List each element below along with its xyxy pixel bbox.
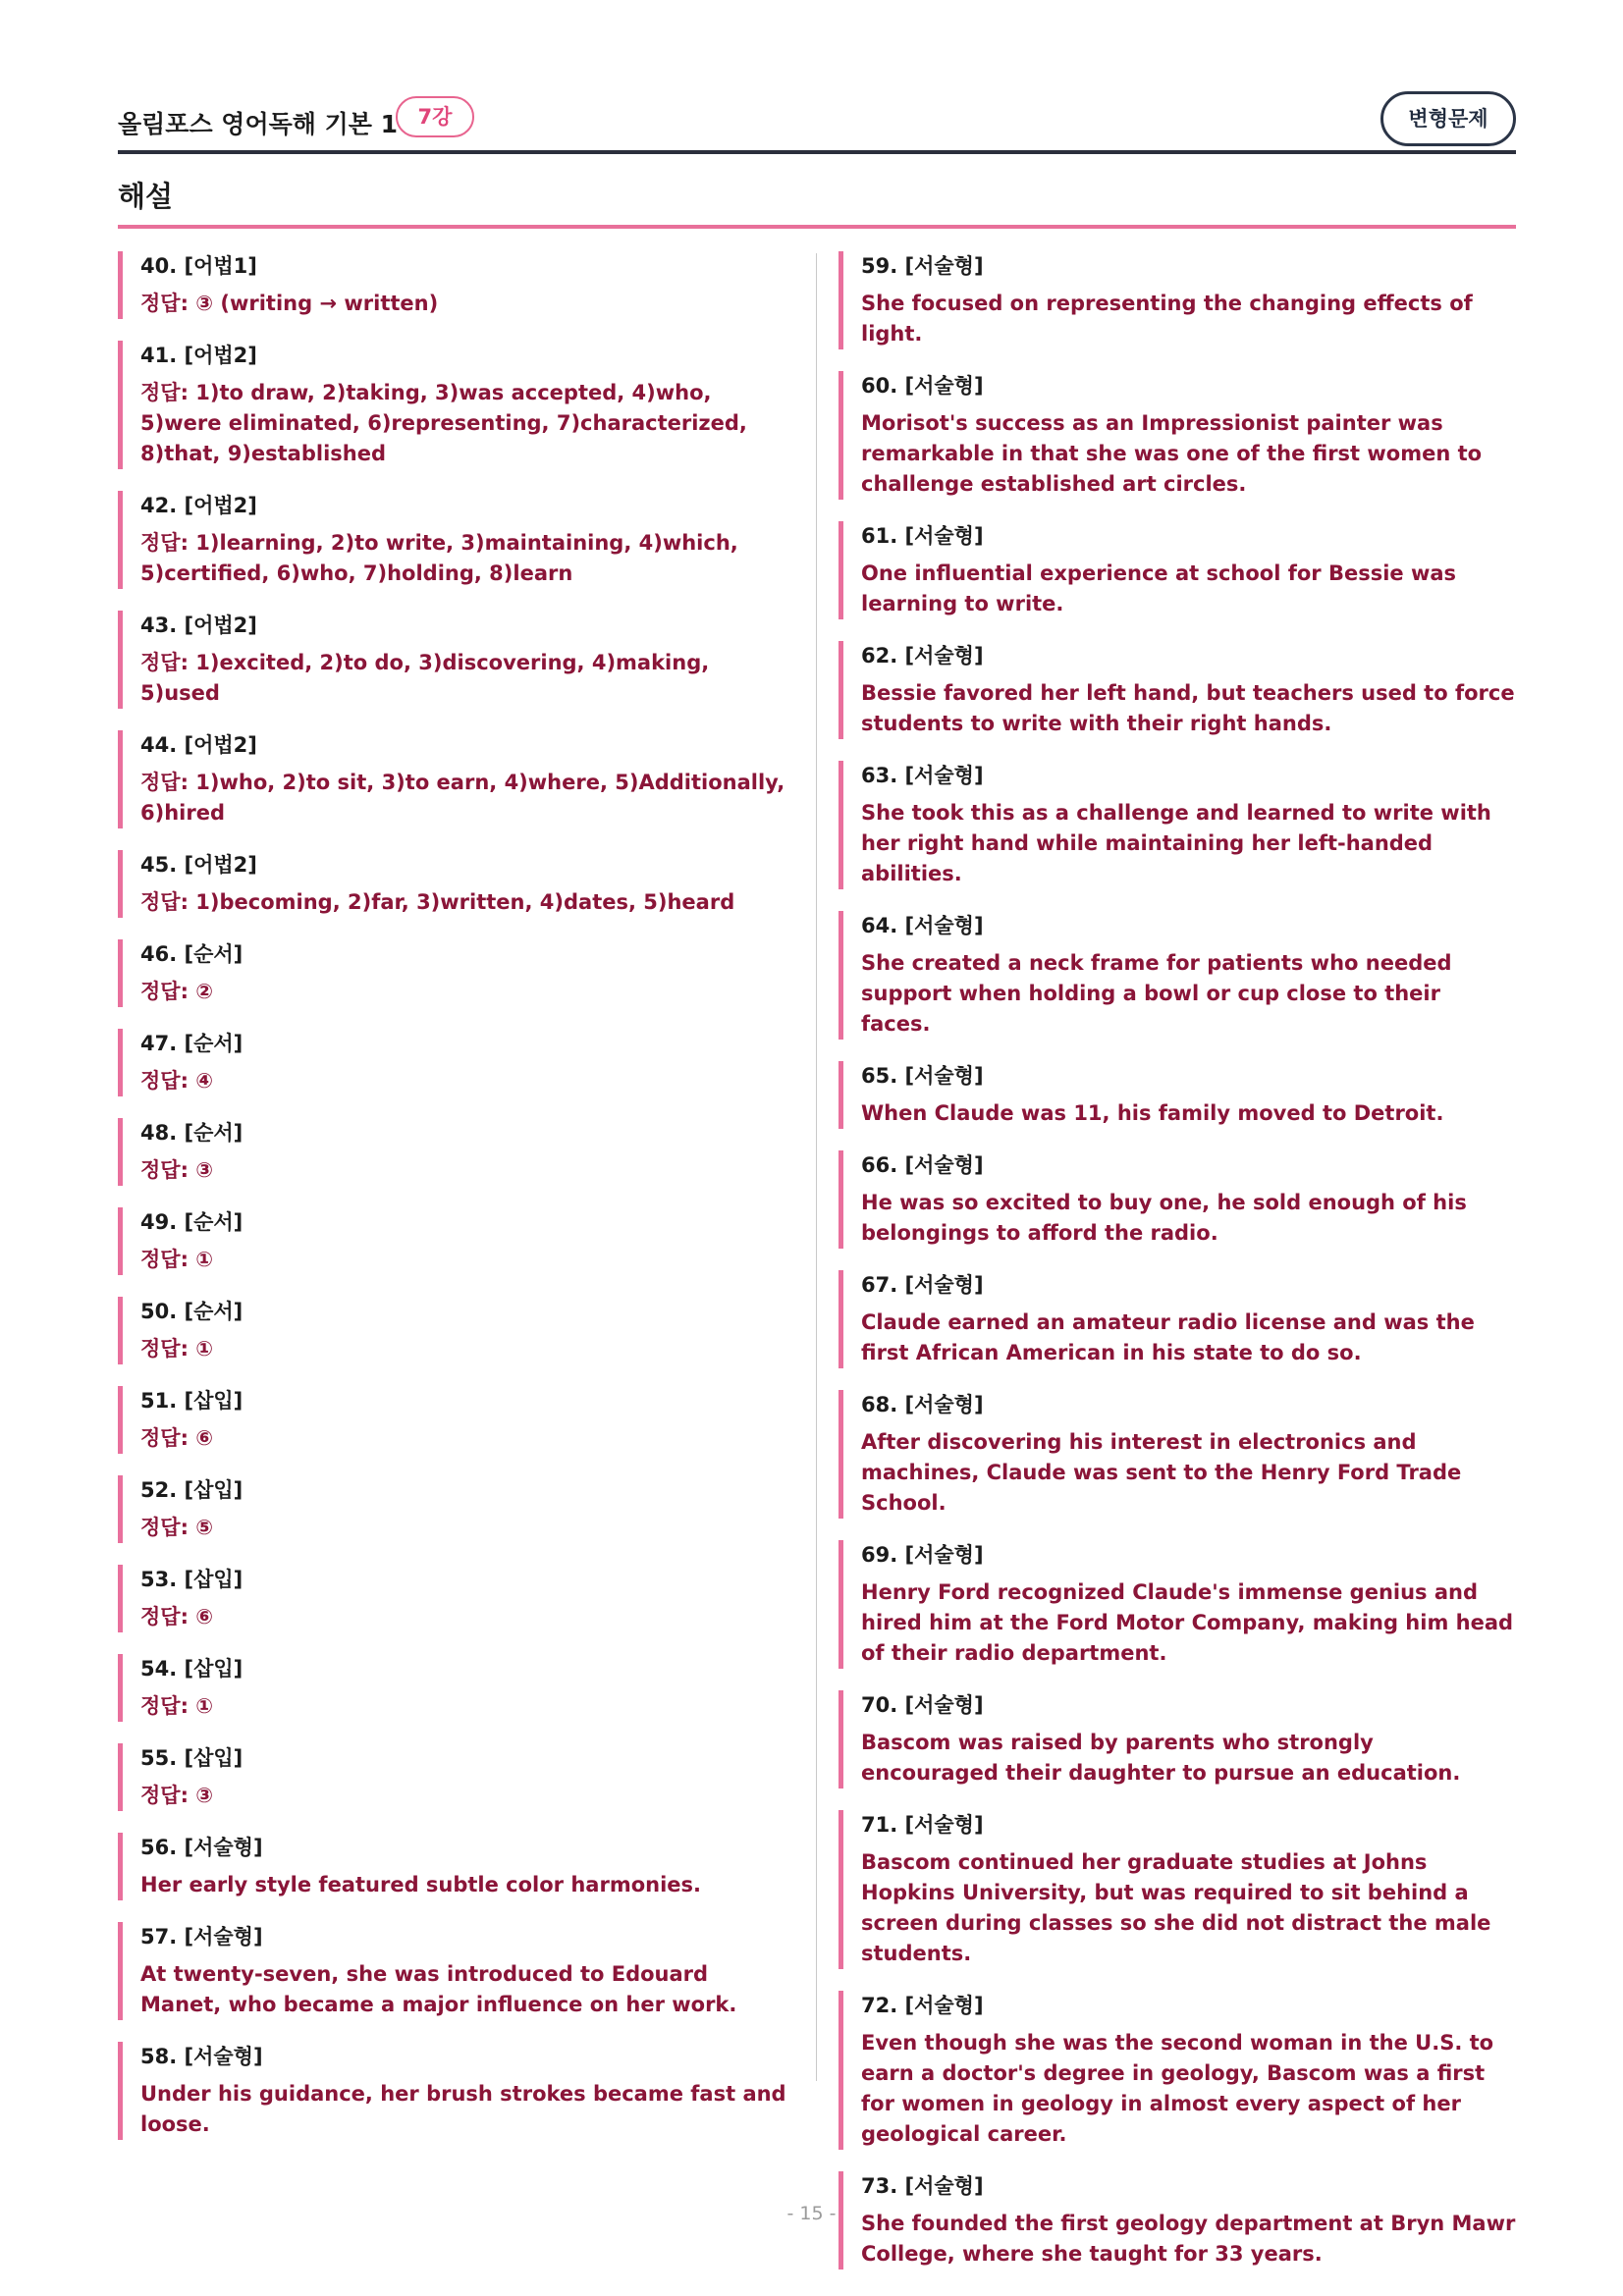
question-label: 42. [어법2] [140, 494, 257, 517]
question-label: 50. [순서] [140, 1300, 243, 1323]
question-label: 49. [순서] [140, 1210, 243, 1234]
question-label: 64. [서술형] [861, 914, 984, 937]
answer-text: 정답: ③ [140, 1158, 214, 1182]
question-label: 56. [서술형] [140, 1836, 263, 1859]
answer-text: 정답: ② [140, 980, 214, 1003]
question-label: 44. [어법2] [140, 733, 257, 757]
answer-item [839, 1061, 1516, 1129]
answer-item [839, 1270, 1516, 1368]
column-divider [816, 253, 817, 2081]
right-column [839, 251, 1516, 2291]
answer-item [118, 341, 795, 469]
answer-text: One influential experience at school for Bessie was learning to write. [861, 561, 1457, 615]
answer-text: She created a neck frame for patients who needed support when holding a bowl or cup close to their faces. [861, 951, 1452, 1036]
answer-text: 정답: 1)who, 2)to sit, 3)to earn, 4)where, 5)Additionally, 6)hired [140, 771, 785, 825]
answer-item [118, 1297, 795, 1364]
answer-text: Bascom continued her graduate studies at Johns Hopkins University, but was required to sit behind a screen during classes so she did not distract the male students. [861, 1850, 1491, 1965]
question-label: 58. [서술형] [140, 2045, 263, 2068]
answer-item [839, 761, 1516, 889]
answer-text: Morisot's success as an Impressionist painter was remarkable in that she was one of the first women to challenge established art circles. [861, 411, 1483, 496]
answer-text: 정답: ④ [140, 1069, 214, 1093]
answer-text: Bessie favored her left hand, but teachers used to force students to write with their right hands. [861, 681, 1515, 735]
answer-item [839, 641, 1516, 739]
answer-item [839, 911, 1516, 1040]
answer-item [839, 1150, 1516, 1249]
left-column [118, 251, 795, 2162]
question-label: 68. [서술형] [861, 1393, 984, 1416]
answer-text: Her early style featured subtle color harmonies. [140, 1873, 702, 1896]
section-title: 해설 [118, 180, 174, 213]
question-label: 66. [서술형] [861, 1153, 984, 1177]
answer-item [839, 1991, 1516, 2150]
question-label: 59. [서술형] [861, 254, 984, 278]
answer-item [118, 1922, 795, 2020]
type-badge: 변형문제 [1380, 91, 1516, 146]
answer-text: 정답: ⑥ [140, 1426, 214, 1450]
answer-item [118, 1386, 795, 1454]
answer-item [839, 521, 1516, 619]
question-label: 53. [삽입] [140, 1568, 243, 1591]
answer-item [118, 1743, 795, 1811]
answer-item [839, 1690, 1516, 1789]
answer-text: 정답: ① [140, 1248, 214, 1271]
answer-text: 정답: ③ [140, 1784, 214, 1807]
answer-text: 정답: 1)to draw, 2)taking, 3)was accepted, 4)who, 5)were eliminated, 6)representing, 7)characterized, 8)that, 9)established [140, 381, 747, 465]
answer-text: 정답: ① [140, 1694, 214, 1718]
answer-text: She took this as a challenge and learned to write with her right hand while maintaining her left-handed abilities. [861, 801, 1491, 885]
question-label: 60. [서술형] [861, 374, 984, 398]
answer-text: When Claude was 11, his family moved to Detroit. [861, 1101, 1444, 1125]
question-label: 67. [서술형] [861, 1273, 984, 1297]
answer-text: Henry Ford recognized Claude's immense genius and hired him at the Ford Motor Company, making him head of their radio department. [861, 1580, 1514, 1665]
answer-text: 정답: 1)excited, 2)to do, 3)discovering, 4)making, 5)used [140, 651, 710, 705]
lesson-badge: 7강 [396, 96, 474, 137]
answer-item [839, 251, 1516, 349]
question-label: 43. [어법2] [140, 614, 257, 637]
answer-text: 정답: ⑤ [140, 1516, 214, 1539]
answer-item [118, 1475, 795, 1543]
question-label: 63. [서술형] [861, 764, 984, 787]
answer-text: Under his guidance, her brush strokes became fast and loose. [140, 2082, 786, 2136]
answer-item [839, 1810, 1516, 1969]
question-label: 41. [어법2] [140, 344, 257, 367]
question-label: 47. [순서] [140, 1032, 243, 1055]
answer-item [118, 939, 795, 1007]
question-label: 51. [삽입] [140, 1389, 243, 1413]
page-number: - 15 - [786, 2203, 837, 2224]
answer-item [118, 1118, 795, 1186]
question-label: 46. [순서] [140, 942, 243, 966]
question-label: 70. [서술형] [861, 1693, 984, 1717]
answer-item [118, 730, 795, 828]
question-label: 62. [서술형] [861, 644, 984, 667]
answer-item [118, 491, 795, 589]
answer-item [118, 1833, 795, 1900]
question-label: 48. [순서] [140, 1121, 243, 1145]
page-header [118, 91, 1516, 154]
answer-item [118, 611, 795, 709]
question-label: 45. [어법2] [140, 853, 257, 877]
answer-item [118, 850, 795, 918]
answer-text: She founded the first geology department at Bryn Mawr College, where she taught for 33 years. [861, 2212, 1516, 2266]
answer-text: 정답: 1)becoming, 2)far, 3)written, 4)dates, 5)heard [140, 890, 735, 914]
question-label: 40. [어법1] [140, 254, 257, 278]
answer-text: 정답: ③ (writing → written) [140, 292, 439, 315]
answer-item [118, 251, 795, 319]
answer-text: Claude earned an amateur radio license and was the first African American in his state to do so. [861, 1310, 1475, 1364]
question-label: 55. [삽입] [140, 1746, 243, 1770]
answer-text: She focused on representing the changing effects of light. [861, 292, 1473, 346]
answer-text: At twenty-seven, she was introduced to Edouard Manet, who became a major influence on her work. [140, 1962, 737, 2016]
answer-item [118, 1029, 795, 1096]
answer-text: 정답: ① [140, 1337, 214, 1361]
question-label: 61. [서술형] [861, 524, 984, 548]
question-label: 57. [서술형] [140, 1925, 263, 1949]
answer-item [118, 1565, 795, 1632]
question-label: 71. [서술형] [861, 1813, 984, 1837]
answer-text: Bascom was raised by parents who strongly encouraged their daughter to pursue an education. [861, 1731, 1461, 1785]
answer-item [118, 2042, 795, 2140]
question-label: 72. [서술형] [861, 1994, 984, 2017]
answer-item [118, 1207, 795, 1275]
answer-text: Even though she was the second woman in the U.S. to earn a doctor's degree in geology, Bascom was a first for women in geology in almost every aspect of her geological career. [861, 2031, 1494, 2146]
section-divider [118, 225, 1516, 229]
answer-text: 정답: ⑥ [140, 1605, 214, 1629]
question-label: 52. [삽입] [140, 1478, 243, 1502]
answer-item [118, 1654, 795, 1722]
answer-item [839, 1540, 1516, 1669]
question-label: 73. [서술형] [861, 2174, 984, 2198]
answer-text: He was so excited to buy one, he sold enough of his belongings to afford the radio. [861, 1191, 1467, 1245]
question-label: 69. [서술형] [861, 1543, 984, 1567]
answer-item [839, 1390, 1516, 1519]
book-title: 올림포스 영어독해 기본 1 [118, 110, 399, 138]
question-label: 65. [서술형] [861, 1064, 984, 1088]
answer-text: After discovering his interest in electronics and machines, Claude was sent to the Henry Ford Trade School. [861, 1430, 1462, 1515]
answer-text: 정답: 1)learning, 2)to write, 3)maintaining, 4)which, 5)certified, 6)who, 7)holding, 8)learn [140, 531, 738, 585]
question-label: 54. [삽입] [140, 1657, 243, 1681]
answer-item [839, 371, 1516, 500]
